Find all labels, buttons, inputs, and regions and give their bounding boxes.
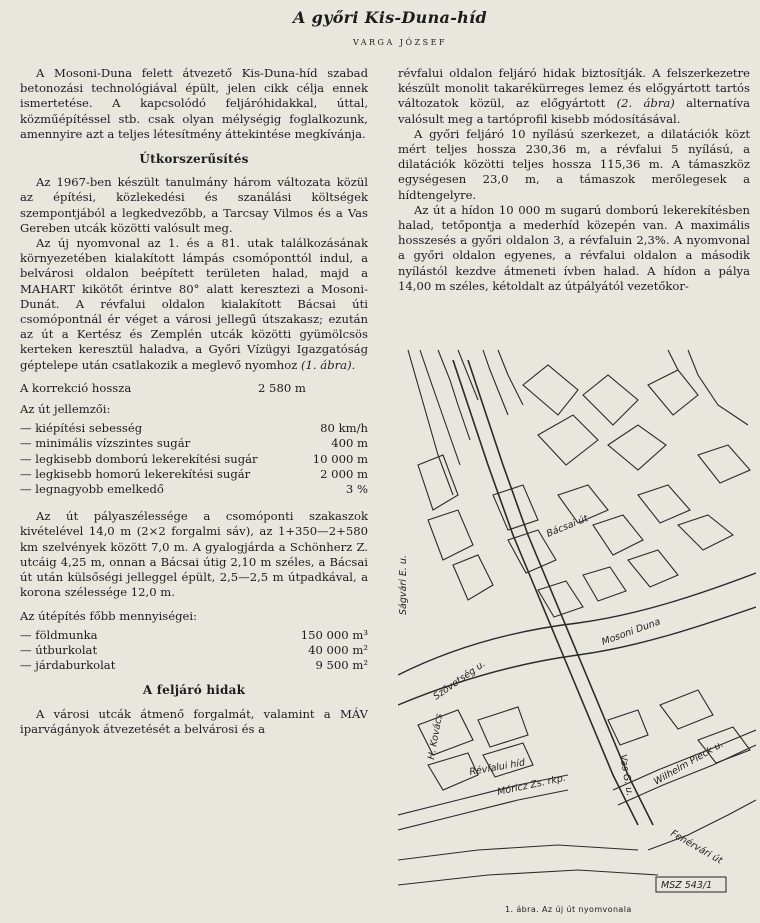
label-revfalui: Révfalui híd <box>468 757 526 778</box>
label-vas: Vas G. u. <box>617 753 636 798</box>
right-column <box>398 66 750 294</box>
label-szovetseg: Szövetség u. <box>431 658 488 703</box>
correction-length-row <box>20 381 368 396</box>
correction-length-label: A korrekció hossza <box>20 380 132 395</box>
label-mosoni: Mosoni Duna <box>600 616 662 648</box>
paragraph-continuation: révfalui oldalon feljáró hidak biztosítják. A felszerkezetre készült monolit takarékürreges lemez és előgyártott tartós változatok közül, az előgyártott (2. ábra) alternatíva valósult meg a tartóprofil kisebb módosításával. <box>398 66 750 126</box>
label-moricz: Móricz Zs. rkp. <box>496 772 567 798</box>
features-list <box>20 421 368 497</box>
label-pieck: Wilhelm Pieck u. <box>652 738 726 788</box>
quantities-list <box>20 628 368 674</box>
quantity-row: — járdaburkolat 9 500 m² <box>20 658 368 673</box>
quantity-row: — útburkolat 40 000 m² <box>20 642 368 657</box>
label-sagvari: Ságvári E. u. <box>398 555 409 615</box>
features-heading: Az út jellemzői: <box>20 402 111 417</box>
paragraph-bridges: A városi utcák átmenő forgalmát, valamint a MÁV iparvágányok átvezetését a belvárosi és a <box>20 706 368 736</box>
article-title: A győri Kis-Duna-híd <box>293 8 487 27</box>
article-author: VARGA JÓZSEF <box>353 38 447 47</box>
quantity-row: — földmunka 150 000 m³ <box>20 627 368 642</box>
label-stamp: MSZ 543/1 <box>661 880 713 891</box>
section-heading-bridges: A feljáró hidak <box>142 683 246 698</box>
feature-row: — legkisebb homorú lekerekítési sugár 2 000 m <box>20 466 368 481</box>
label-fehervari: Fehérvári út <box>668 828 725 867</box>
figure-caption: 1. ábra. Az új út nyomvonala <box>505 905 632 914</box>
section-heading-road: Útkorszerűsítés <box>139 152 249 167</box>
route-map <box>398 345 756 900</box>
paragraph-width: Az út pályaszélessége a csomóponti szakaszok kivételével 14,0 m (2×2 forgalmi sáv), az 1+350—2+580 km szelvények között 7,0 m. A gyalogjárda a Schönherz Z. utcáig 4,25 m, onnan a Bácsai útig 2,10 m széles, a Bácsai út után külsőségi jelleggel épült, 2,5—2,5 m útpadkával, a korona szélessége 12,0 m. <box>20 509 368 600</box>
feature-row: — minimális vízszintes sugár 400 m <box>20 436 368 451</box>
feature-row: — kiépítési sebesség 80 km/h <box>20 421 368 436</box>
paragraph-curve: Az út a hídon 10 000 m sugarú domború lekerekítésben halad, tetőpontja a mederhíd közepén van. A maximális hosszesés a győri oldalon 3, a révfaluin 2,3%. A nyomvonal a győri oldalon egyenes, a révfalui oldalon a második nyílástól kezdve átmeneti ívben halad. A hídon a pálya 14,00 m széles, kétoldalt az útpályától vezetőkor- <box>398 202 750 293</box>
paragraph-study: Az 1967-ben készült tanulmány három változata közül az építési, közlekedési és szanálási költségek szempontjából a legkedvezőbb, a Tarcsay Vilmos és a Vas Gereben utcák közötti valósult meg. <box>20 175 368 235</box>
paragraph-ramp: A győri feljáró 10 nyílású szerkezet, a dilatációk közt mért teljes hossza 230,36 m, a révfalui 5 nyílású, a dilatációk közötti teljes hossza 115,36 m. A támaszköz egységesen 23,0 m, a támaszok merőlegesek a hídtengelyre. <box>398 126 750 202</box>
figure-reference: (1. ábra). <box>301 357 356 372</box>
intro-paragraph: A Mosoni-Duna felett átvezető Kis-Duna-híd szabad betonozási technológiával épült, jelen cikk célja ennek ismertetése. A kapcsolódó feljáróhidakkal, úttal, közműépítéssel stb. csak olyan mélységig foglalkozunk, amennyire azt a teljes létesítmény áttekintése megkívánja. <box>20 66 368 141</box>
label-hkovats: H. Kovács <box>426 712 446 761</box>
feature-row: — legkisebb domború lekerekítési sugár 10 000 m <box>20 451 368 466</box>
route-map-drawing <box>398 345 756 900</box>
label-bacsai: Bácsai út <box>545 513 590 540</box>
feature-row: — legnagyobb emelkedő 3 % <box>20 482 368 497</box>
paragraph-route <box>20 236 368 373</box>
quantities-heading: Az útépítés főbb mennyiségei: <box>20 608 197 623</box>
left-column <box>20 66 368 737</box>
paragraph-route-text: Az új nyomvonal az 1. és a 81. utak találkozásának környezetében kialakított lámpás csomóponttól indul, a belvárosi oldalon beépített területen halad, majd a MAHART kikötőt érintve 80° alatt keresztezi a Mosoni-Dunát. A révfalui oldalon kialakított Bácsai úti csomópontnál ér véget a városi jellegű útszakasz; ezután az út a Kertész és Zemplén utcák közötti gyümölcsös kerteken keresztül haladva, a Győri Vízügyi Igazgatóság géptelepe után csatlakozik a meglevő nyomhoz <box>20 236 368 372</box>
figure-reference-2: (2. ábra) <box>616 96 675 111</box>
correction-length-value: 2 580 m <box>258 380 306 395</box>
